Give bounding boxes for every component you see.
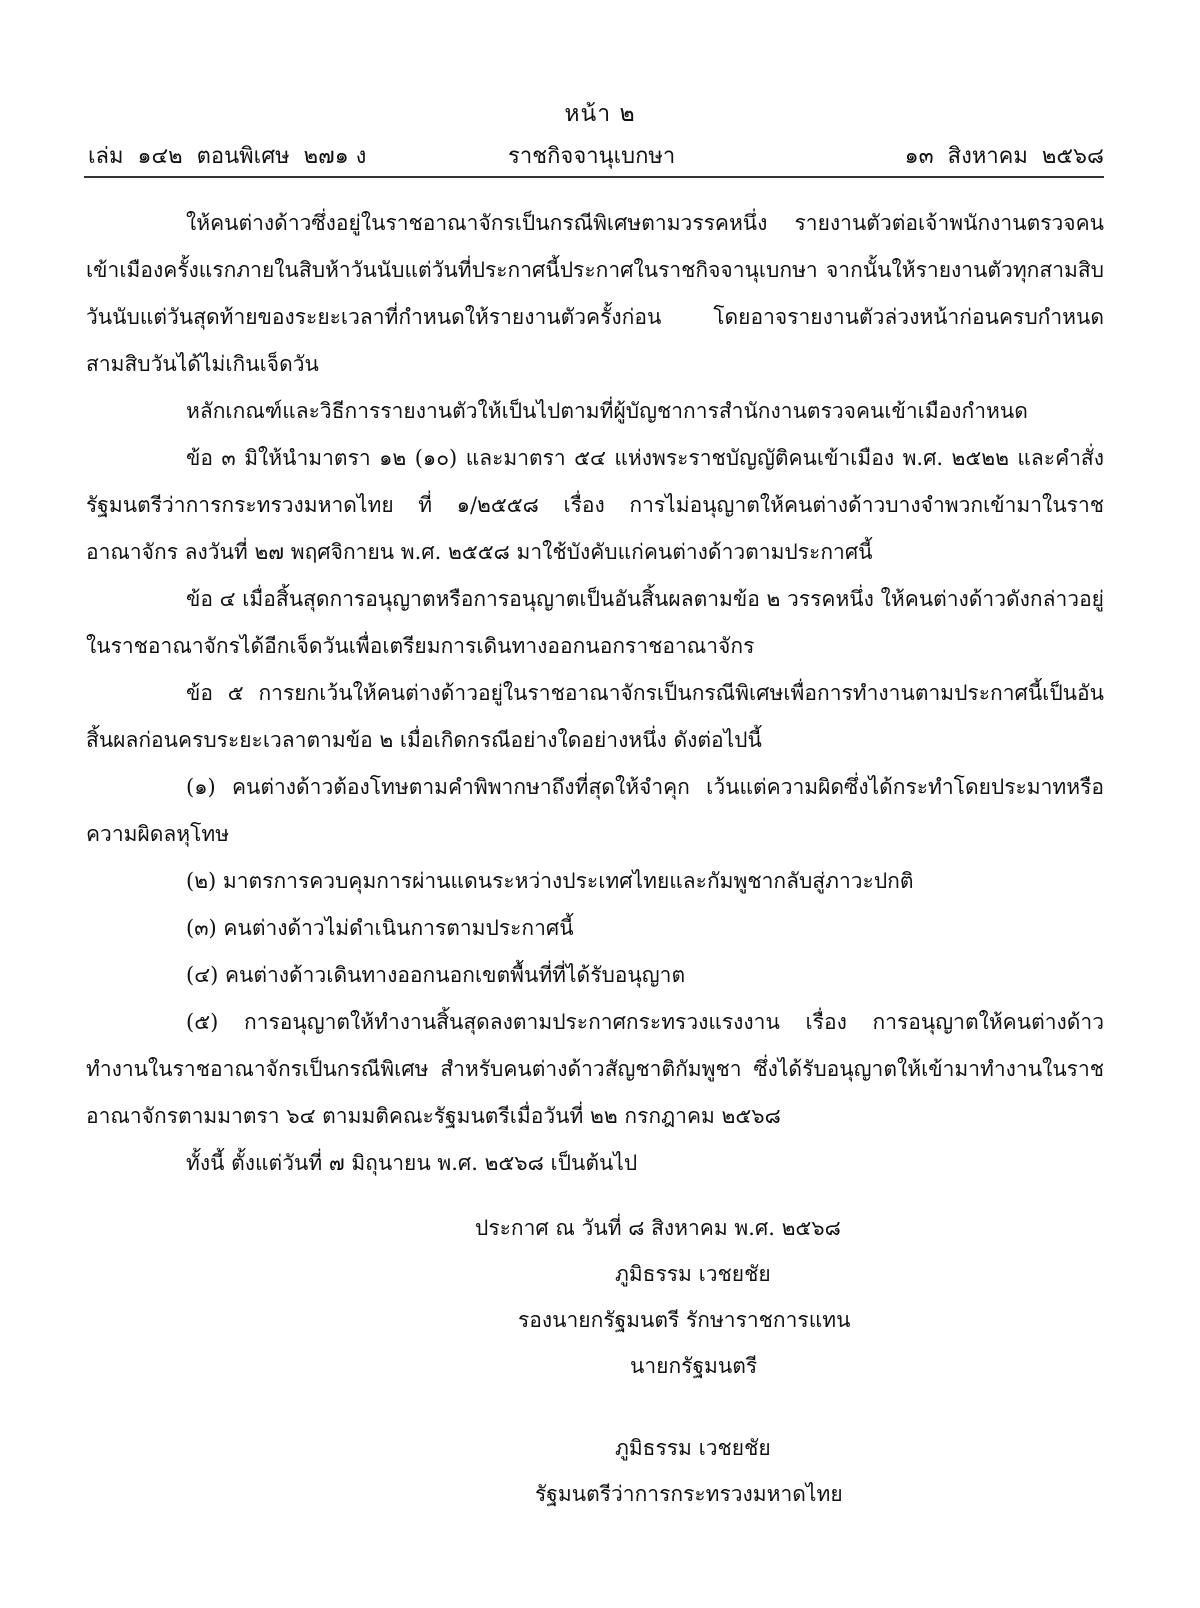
volume-issue-info xyxy=(88,138,366,173)
clause-5-item-2: (๒) มาตรการควบคุมการผ่านแดนระหว่างประเทศไทยและกัมพูชากลับสู่ภาวะปกติ xyxy=(186,869,914,893)
clause-5-item-3: (๓) คนต่างด้าวไม่ดำเนินการตามประกาศนี้ xyxy=(186,916,574,940)
volume-label: เล่ม xyxy=(88,144,124,169)
date-year: ๒๕๖๘ xyxy=(1041,144,1104,169)
gazette-header xyxy=(88,138,1104,172)
date-day: ๑๓ xyxy=(904,144,934,169)
signatory-name-2: ภูมิธรรม เวชยชัย xyxy=(615,1436,771,1460)
clause-3: ข้อ ๓ มิให้นำมาตรา ๑๒ (๑๐) และมาตรา ๕๔ แห่งพระราชบัญญัติคนเข้าเมือง พ.ศ. ๒๕๒๒ และคำสั่งรัฐมนตรีว่าการกระทรวงมหาดไทย ที่ ๑/๒๕๕๘ เรื่อง การไม่อนุญาตให้คนต่างด้าวบางจำพวกเข้ามาในราชอาณาจักร ลงวันที่ ๒๗ พฤศจิกายน พ.ศ. ๒๕๕๘ มาใช้บังคับแก่คนต่างด้าวตามประกาศนี้ xyxy=(86,446,1104,564)
clause-4: ข้อ ๔ เมื่อสิ้นสุดการอนุญาตหรือการอนุญาตเป็นอันสิ้นผลตามข้อ ๒ วรรคหนึ่ง ให้คนต่างด้าวดังกล่าวอยู่ในราชอาณาจักรได้อีกเจ็ดวันเพื่อเตรียมการเดินทางออกนอกราชอาณาจักร xyxy=(86,587,1104,658)
signatory-title-2: รัฐมนตรีว่าการกระทรวงมหาดไทย xyxy=(535,1482,843,1506)
issue-label: ตอนพิเศษ xyxy=(196,144,290,169)
page-number: หน้า ๒ xyxy=(564,101,636,127)
clause-5-item-1: (๑) คนต่างด้าวต้องโทษตามคำพิพากษาถึงที่สุดให้จำคุก เว้นแต่ความผิดซึ่งได้กระทำโดยประมาทหรือความผิดลหุโทษ xyxy=(86,775,1104,846)
volume-number: ๑๔๒ xyxy=(137,144,183,169)
signatory-name-1: ภูมิธรรม เวชยชัย xyxy=(615,1262,771,1286)
clause-5-item-4: (๔) คนต่างด้าวเดินทางออกนอกเขตพื้นที่ที่ได้รับอนุญาต xyxy=(186,963,686,987)
publication-date xyxy=(905,138,1104,173)
paragraph-reporting-criteria: หลักเกณฑ์และวิธีการรายงานตัวให้เป็นไปตามที่ผู้บัญชาการสำนักงานตรวจคนเข้าเมืองกำหนด xyxy=(186,399,1028,423)
document-body xyxy=(86,200,1104,1187)
clause-5-item-5: (๕) การอนุญาตให้ทำงานสิ้นสุดลงตามประกาศกระทรวงแรงงาน เรื่อง การอนุญาตให้คนต่างด้าวทำงานในราชอาณาจักรเป็นกรณีพิเศษ สำหรับคนต่างด้าวสัญชาติกัมพูชา ซึ่งได้รับอนุญาตให้เข้ามาทำงานในราชอาณาจักรตามมาตรา ๖๔ ตามมติคณะรัฐมนตรีเมื่อวันที่ ๒๒ กรกฎาคม ๒๕๖๘ xyxy=(86,1010,1104,1128)
header-divider xyxy=(84,176,1104,178)
issue-number: ๒๗๑ ง xyxy=(303,144,367,169)
clause-5: ข้อ ๕ การยกเว้นให้คนต่างด้าวอยู่ในราชอาณาจักรเป็นกรณีพิเศษเพื่อการทำงานตามประกาศนี้เป็นอันสิ้นผลก่อนครบระยะเวลาตามข้อ ๒ เมื่อเกิดกรณีอย่างใดอย่างหนึ่ง ดังต่อไปนี้ xyxy=(86,681,1104,752)
announcement-date: ประกาศ ณ วันที่ ๘ สิงหาคม พ.ศ. ๒๕๖๘ xyxy=(475,1216,841,1240)
gazette-title: ราชกิจจานุเบกษา xyxy=(508,144,676,169)
paragraph-report-requirement: ให้คนต่างด้าวซึ่งอยู่ในราชอาณาจักรเป็นกรณีพิเศษตามวรรคหนึ่ง รายงานตัวต่อเจ้าพนักงานตรวจคนเข้าเมืองครั้งแรกภายในสิบห้าวันนับแต่วันที่ประกาศนี้ประกาศในราชกิจจานุเบกษา จากนั้นให้รายงานตัวทุกสามสิบวันนับแต่วันสุดท้ายของระยะเวลาที่กำหนดให้รายงานตัวครั้งก่อน โดยอาจรายงานตัวล่วงหน้าก่อนครบกำหนดสามสิบวันได้ไม่เกินเจ็ดวัน xyxy=(86,211,1104,376)
signatory-title-1a: รองนายกรัฐมนตรี รักษาราชการแทน xyxy=(518,1308,851,1332)
signatory-title-1b: นายกรัฐมนตรี xyxy=(630,1354,758,1378)
date-month: สิงหาคม xyxy=(947,144,1028,169)
effective-date: ทั้งนี้ ตั้งแต่วันที่ ๗ มิถุนายน พ.ศ. ๒๕๖๘ เป็นต้นไป xyxy=(186,1151,638,1175)
